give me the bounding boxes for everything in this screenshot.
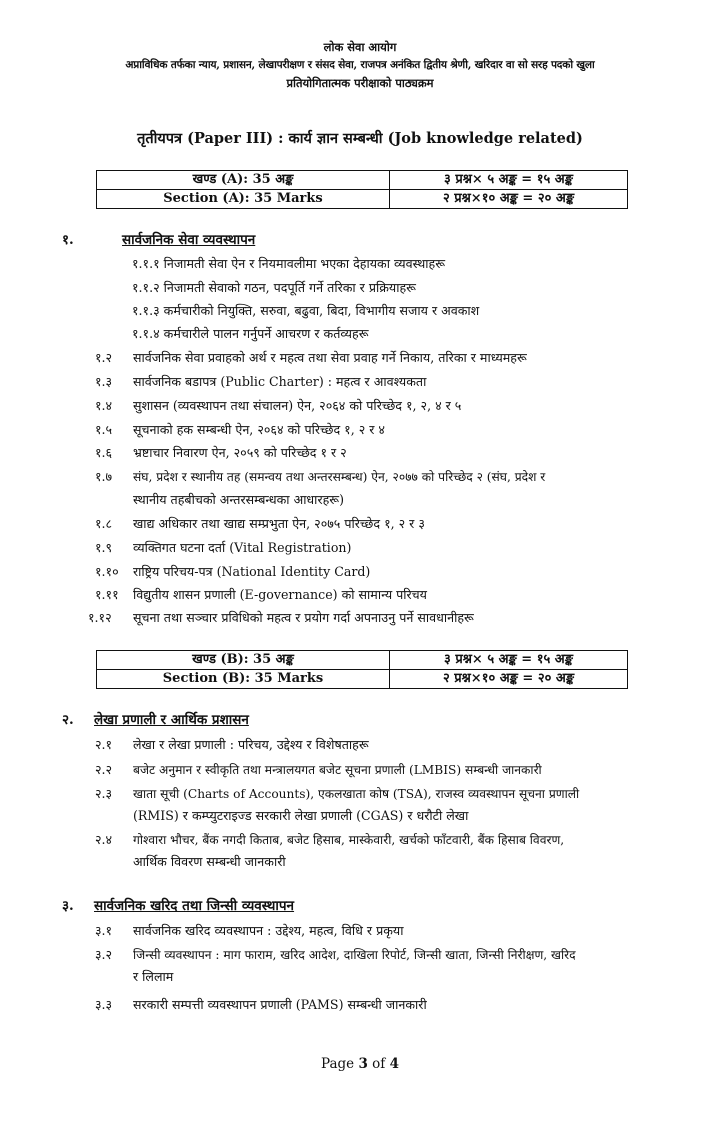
item-number: ३.३ xyxy=(95,997,113,1012)
item-text: बजेट अनुमान र स्वीकृति तथा मन्त्रालयगत बजेट सूचना प्रणाली (LMBIS) सम्बन्धी जानकारी xyxy=(133,763,542,777)
section-3-title: सार्वजनिक खरिद तथा जिन्सी व्यवस्थापन xyxy=(94,898,295,914)
page-of-label: of xyxy=(372,1056,386,1072)
item-text: खाद्य अधिकार तथा खाद्य सम्प्रभुता ऐन, २०७५ परिच्छेद १, २ र ३ xyxy=(133,516,425,531)
commission-name: लोक सेवा आयोग xyxy=(323,40,397,54)
item-number: १.८ xyxy=(95,516,113,531)
item-text-continued: स्थानीय तहबीचको अन्तरसम्बन्धका आधारहरू) xyxy=(133,492,344,507)
list-item xyxy=(132,301,479,321)
section-3-number: ३. xyxy=(62,898,74,914)
item-text: सरकारी सम्पत्ती व्यवस्थापन प्रणाली (PAMS) सम्बन्धी जानकारी xyxy=(133,997,427,1012)
item-text: सुशासन (व्यवस्थापन तथा संचालन) ऐन, २०६४ को परिच्छेद १, २, ४ र ५ xyxy=(133,398,462,413)
item-text: सार्वजनिक खरिद व्यवस्थापन : उद्देश्य, महत्व, विधि र प्रकृया xyxy=(133,923,404,938)
section-a-label-np: खण्ड (A): 35 अङ्क xyxy=(97,171,390,190)
section-b-marks-short: ३ प्रश्न× ५ अङ्क = १५ अङ्क xyxy=(390,651,628,670)
item-text: निजामती सेवा ऐन र नियमावलीमा भएका देहायका व्यवस्थाहरू xyxy=(163,256,446,271)
item-text: सूचनाको हक सम्बन्धी ऐन, २०६४ को परिच्छेद १, २ र ४ xyxy=(133,422,385,437)
item-text: कर्मचारीले पालन गर्नुपर्ने आचरण र कर्तव्यहरू xyxy=(163,326,369,341)
item-number: १.२ xyxy=(95,350,113,365)
item-number: ३.२ xyxy=(95,947,113,962)
current-page: 3 xyxy=(358,1056,368,1072)
item-number: २.२ xyxy=(95,762,113,777)
section-b-label-np: खण्ड (B): 35 अङ्क xyxy=(97,651,390,670)
item-number: १.११ xyxy=(95,587,119,602)
item-text: भ्रष्टाचार निवारण ऐन, २०५९ को परिच्छेद १ र २ xyxy=(133,445,347,460)
list-item xyxy=(132,254,445,274)
item-number: १.१.१ xyxy=(132,256,160,271)
section-2-number: २. xyxy=(62,712,74,728)
item-number: १.१.३ xyxy=(132,303,160,318)
item-text: संघ, प्रदेश र स्थानीय तह (समन्वय तथा अन्तरसम्बन्ध) ऐन, २०७७ को परिच्छेद २ (संघ, प्रदेश र xyxy=(133,470,546,484)
paper-title: तृतीयपत्र (Paper III) : कार्य ज्ञान सम्बन्धी (Job knowledge related) xyxy=(137,130,583,147)
item-number: २.१ xyxy=(95,737,113,752)
list-item xyxy=(132,278,416,298)
syllabus-title: प्रतियोगितात्मक परीक्षाको पाठ्यक्रम xyxy=(286,76,434,90)
item-text-continued: (RMIS) र कम्प्युटराइज्ड सरकारी लेखा प्रणाली (CGAS) र धरौटी लेखा xyxy=(133,808,469,823)
page-label: Page xyxy=(321,1056,355,1072)
item-text: कर्मचारीको नियुक्ति, सरुवा, बढुवा, बिदा, विभागीय सजाय र अवकाश xyxy=(163,303,480,318)
item-text: विद्युतीय शासन प्रणाली (E-governance) को सामान्य परिचय xyxy=(133,587,427,602)
item-text: राष्ट्रिय परिचय-पत्र (National Identity Card) xyxy=(133,564,371,579)
section-b-marks-table xyxy=(96,650,628,689)
item-number: १.१२ xyxy=(88,610,112,625)
item-number: १.३ xyxy=(95,374,113,389)
section-a-marks-long: २ प्रश्न×१० अङ्क = २० अङ्क xyxy=(390,190,628,209)
item-number: १.५ xyxy=(95,422,113,437)
item-number: १.१.४ xyxy=(132,326,160,341)
page-number xyxy=(0,1056,720,1072)
item-text-continued: आर्थिक विवरण सम्बन्धी जानकारी xyxy=(133,854,286,869)
list-item xyxy=(132,324,368,344)
item-number: १.९ xyxy=(95,540,113,555)
item-number: १.७ xyxy=(95,469,113,484)
section-b-marks-long: २ प्रश्न×१० अङ्क = २० अङ्क xyxy=(390,670,628,689)
item-number: ३.१ xyxy=(95,923,113,938)
item-text: गोश्वारा भौचर, बैंक नगदी किताब, बजेट हिसाब, मास्केवारी, खर्चको फाँटवारी, बैंक हिसाब विवरण, xyxy=(133,833,565,847)
item-number: २.४ xyxy=(95,832,113,847)
section-a-label-en: Section (A): 35 Marks xyxy=(97,190,390,209)
item-text: सार्वजनिक सेवा प्रवाहको अर्थ र महत्व तथा सेवा प्रवाह गर्ने निकाय, तरिका र माध्यमहरू xyxy=(133,350,527,365)
section-1-title: सार्वजनिक सेवा व्यवस्थापन xyxy=(122,232,256,248)
section-1-number: १. xyxy=(62,232,74,248)
item-text: जिन्सी व्यवस्थापन : माग फाराम, खरिद आदेश, दाखिला रिपोर्ट, जिन्सी खाता, जिन्सी निरीक्षण, खरिद xyxy=(133,948,576,962)
item-text: सार्वजनिक बडापत्र (Public Charter) : महत्व र आवश्यकता xyxy=(133,374,427,389)
item-number: १.४ xyxy=(95,398,113,413)
exam-description: अप्राविधिक तर्फका न्याय, प्रशासन, लेखापरीक्षण र संसद सेवा, राजपत्र अनंकित द्वितीय श्रेणी, खरिदार वा सो सरह पदको खुला xyxy=(125,59,595,71)
item-number: १.१० xyxy=(95,564,119,579)
item-number: १.१.२ xyxy=(132,280,160,295)
total-pages: 4 xyxy=(389,1056,399,1072)
item-text: सूचना तथा सञ्चार प्रविधिको महत्व र प्रयोग गर्दा अपनाउनु पर्ने सावधानीहरू xyxy=(133,610,474,625)
section-a-marks-table xyxy=(96,170,628,209)
item-text: व्यक्तिगत घटना दर्ता (Vital Registration) xyxy=(133,540,352,555)
section-a-marks-short: ३ प्रश्न× ५ अङ्क = १५ अङ्क xyxy=(390,171,628,190)
item-text: निजामती सेवाको गठन, पदपूर्ति गर्ने तरिका र प्रक्रियाहरू xyxy=(163,280,416,295)
section-2-title: लेखा प्रणाली र आर्थिक प्रशासन xyxy=(94,712,249,728)
item-number: २.३ xyxy=(95,786,113,801)
item-text: लेखा र लेखा प्रणाली : परिचय, उद्देश्य र विशेषताहरू xyxy=(133,737,369,752)
item-text-continued: र लिलाम xyxy=(133,969,174,984)
item-text: खाता सूची (Charts of Accounts), एकलखाता कोष (TSA), राजस्व व्यवस्थापन सूचना प्रणाली xyxy=(133,787,580,801)
item-number: १.६ xyxy=(95,445,113,460)
section-b-label-en: Section (B): 35 Marks xyxy=(97,670,390,689)
